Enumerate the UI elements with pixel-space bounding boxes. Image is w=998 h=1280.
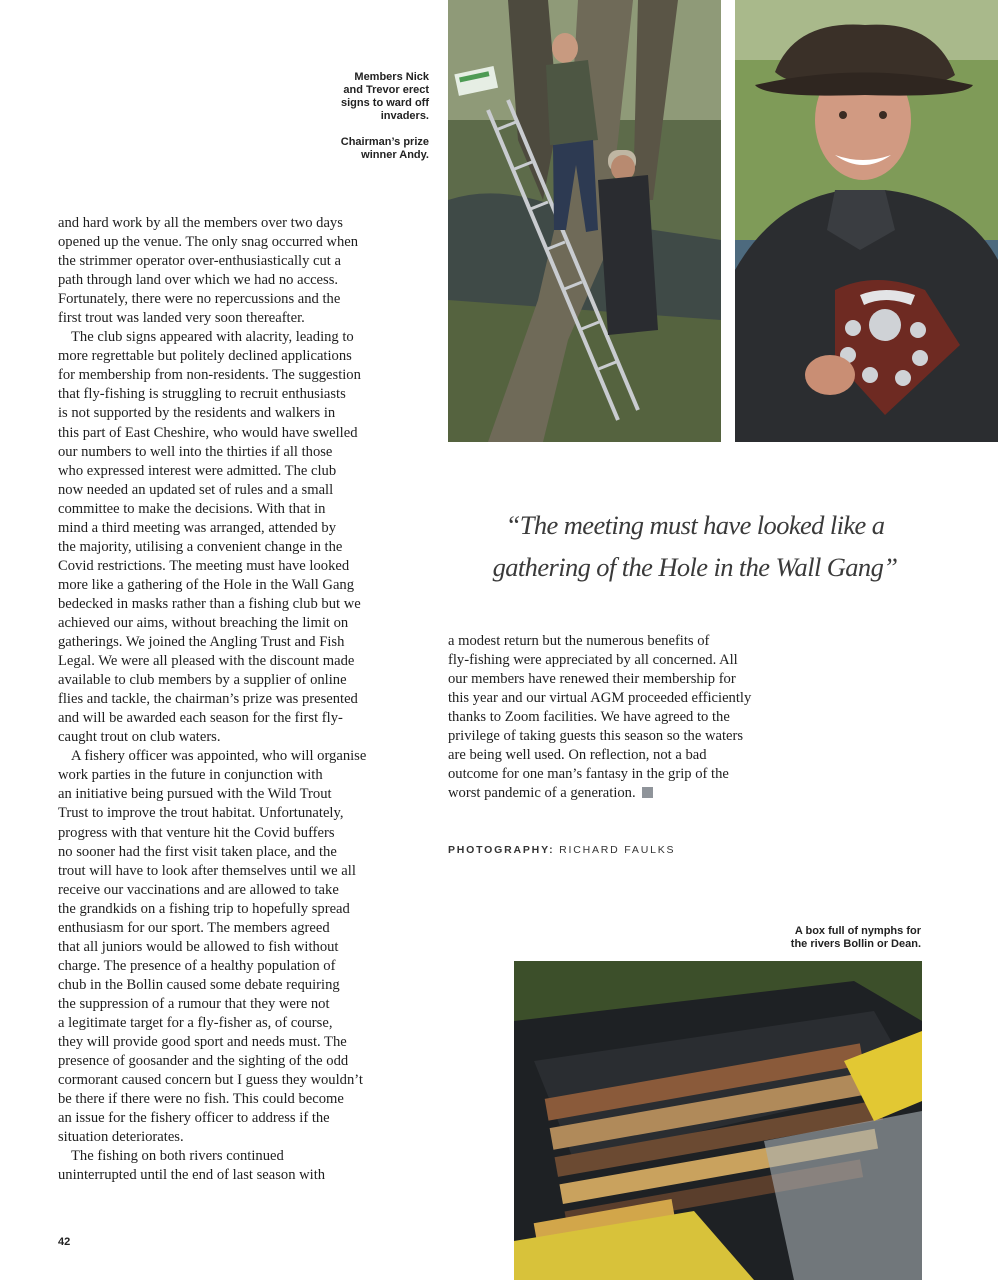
- credit-label: PHOTOGRAPHY:: [448, 844, 555, 856]
- caption-chairman-prize: Chairman’s prize winner Andy.: [340, 136, 429, 161]
- paragraph: A fishery officer was appointed, who will organise work parties in the future in conjunction with an initiative being pursued with the Wild Trout Trust to improve the trout habitat. Unfortunately, progress with that venture hit the Covid buffers no sooner had the first visit taken place, and the trout will have to look after themselves until we all receive our vaccinations and are allowed to take the grandkids on a fishing trip to hopefully spread enthusiasm for our sport. The members agreed that all juniors would be allowed to fish without charge. The presence of a healthy population of chub in the Bollin caused some debate requiring the suppression of a rumour that they were not a legitimate target for a fly-fisher as, of course, they will provide good sport and needs must. The presence of goosander and the sighting of the odd cormorant caused concern but I guess they wouldn’t be there if there were no fish. This could become an issue for the fishery officer to address if the situation deteriorates.: [58, 748, 367, 1146]
- photo-caption-nymphs: [700, 925, 921, 951]
- paragraph: and hard work by all the members over two days opened up the venue. The only snag occurred when the strimmer operator over-enthusiastically cut a path through land over which we had no access. Fortunately, there were no repercussions and the first trout was landed very soon thereafter.: [58, 215, 359, 327]
- paragraph: The club signs appeared with alacrity, leading to more regrettable but politely declined applications for membership from non-residents. The suggestion that fly-fishing is struggling to recruit enthusiasts is not supported by the residents and walkers in this part of East Cheshire, who would have swelled our numbers to well into the thirties if all those who expressed interest were admitted. The club now needed an updated set of rules and a small committee to make the decisions. With that in mind a third meeting was arranged, attended by the majority, utilising a convenient change in the Covid restrictions. The meeting must have looked more like a gathering of the Hole in the Wall Gang bedecked in masks rather than a fishing club but we achieved our aims, without breaching the limit on gatherings. We joined the Angling Trust and Fish Legal. We were all pleased with the discount made available to club members by a supplier of online flies and tackle, the chairman’s prize was presented and will be awarded each season for the first fly- caught trout on club waters.: [58, 329, 361, 746]
- photo-fly-box: [514, 961, 922, 1280]
- closing-text: a modest return but the numerous benefits of fly-fishing were appreciated by all concerned. All our members have renewed their membership for this year and our virtual AGM proceeded efficiently thanks to Zoom facilities. We have agreed to the privilege of taking guests this season so the waters are being well used. On reflection, not a bad outcome for one man’s fantasy in the grip of the worst pandemic of a generation.: [448, 633, 752, 802]
- paragraph-closing: [448, 632, 868, 803]
- caption-nymphs: A box full of nymphs for the rivers Bollin or Dean.: [790, 925, 921, 950]
- credit-name: RICHARD FAULKS: [559, 844, 676, 856]
- paragraph: The fishing on both rivers continued uninterrupted until the end of last season with: [58, 1148, 326, 1184]
- caption-members-signs: Members Nick and Trevor erect signs to ward off invaders.: [341, 71, 429, 122]
- photo-chairman-andy: [735, 0, 998, 442]
- photo-caption-members: [300, 71, 429, 162]
- end-of-article-mark: [642, 787, 653, 798]
- page-number: 42: [58, 1236, 71, 1248]
- article-column-2: [448, 632, 868, 803]
- photo-credit: [448, 844, 675, 856]
- pull-quote: “The meeting must have looked like a gathering of the Hole in the Wall Gang”: [492, 510, 898, 582]
- photo-members-ladder: [448, 0, 721, 442]
- article-column-1: [58, 214, 428, 1185]
